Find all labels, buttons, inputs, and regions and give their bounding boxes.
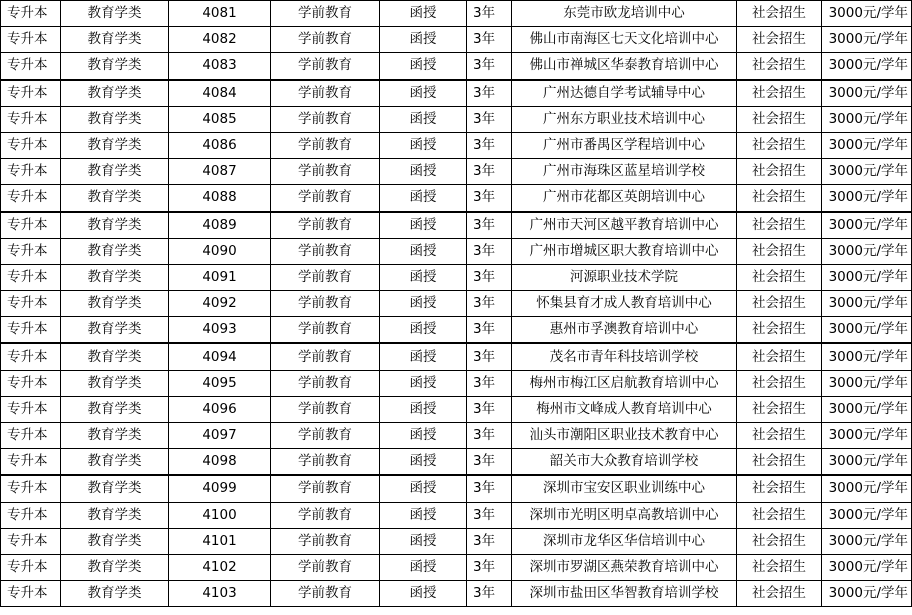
years-cell: 3年 — [467, 554, 512, 580]
site-cell: 佛山市南海区七天文化培训中心 — [512, 27, 737, 53]
site-cell: 深圳市罗湖区燕荣教育培训中心 — [512, 554, 737, 580]
level-cell: 专升本 — [1, 396, 61, 422]
years-cell: 3年 — [467, 581, 512, 607]
fee-cell: 3000元/学年 — [822, 106, 912, 132]
site-cell: 汕头市潮阳区职业技术教育中心 — [512, 423, 737, 449]
enroll-cell: 社会招生 — [737, 343, 822, 370]
level-cell: 专升本 — [1, 1, 61, 27]
years-cell: 3年 — [467, 80, 512, 107]
category-cell: 教育学类 — [61, 528, 169, 554]
code-cell: 4102 — [169, 554, 271, 580]
mode-cell: 函授 — [380, 423, 467, 449]
level-cell: 专升本 — [1, 264, 61, 290]
table-row — [1, 475, 912, 502]
major-cell: 学前教育 — [271, 291, 380, 317]
code-cell: 4087 — [169, 159, 271, 185]
table-row — [1, 264, 912, 290]
years-cell: 3年 — [467, 185, 512, 212]
category-cell: 教育学类 — [61, 185, 169, 212]
years-cell: 3年 — [467, 27, 512, 53]
major-cell: 学前教育 — [271, 396, 380, 422]
mode-cell: 函授 — [380, 502, 467, 528]
fee-cell: 3000元/学年 — [822, 159, 912, 185]
fee-cell: 3000元/学年 — [822, 80, 912, 107]
enroll-cell: 社会招生 — [737, 212, 822, 239]
mode-cell: 函授 — [380, 554, 467, 580]
table-row — [1, 53, 912, 80]
code-cell: 4093 — [169, 317, 271, 344]
major-cell: 学前教育 — [271, 423, 380, 449]
level-cell: 专升本 — [1, 212, 61, 239]
code-cell: 4088 — [169, 185, 271, 212]
table-row — [1, 554, 912, 580]
fee-cell: 3000元/学年 — [822, 132, 912, 158]
level-cell: 专升本 — [1, 106, 61, 132]
enroll-cell: 社会招生 — [737, 502, 822, 528]
code-cell: 4083 — [169, 53, 271, 80]
mode-cell: 函授 — [380, 238, 467, 264]
category-cell: 教育学类 — [61, 264, 169, 290]
enroll-cell: 社会招生 — [737, 396, 822, 422]
mode-cell: 函授 — [380, 27, 467, 53]
mode-cell: 函授 — [380, 106, 467, 132]
mode-cell: 函授 — [380, 185, 467, 212]
table-row — [1, 212, 912, 239]
mode-cell: 函授 — [380, 132, 467, 158]
enroll-cell: 社会招生 — [737, 1, 822, 27]
table-row — [1, 317, 912, 344]
enroll-cell: 社会招生 — [737, 106, 822, 132]
fee-cell: 3000元/学年 — [822, 423, 912, 449]
table-row — [1, 502, 912, 528]
code-cell: 4097 — [169, 423, 271, 449]
table-row — [1, 238, 912, 264]
fee-cell: 3000元/学年 — [822, 53, 912, 80]
major-cell: 学前教育 — [271, 185, 380, 212]
enroll-cell: 社会招生 — [737, 317, 822, 344]
major-cell: 学前教育 — [271, 264, 380, 290]
years-cell: 3年 — [467, 423, 512, 449]
code-cell: 4094 — [169, 343, 271, 370]
table-row — [1, 449, 912, 476]
fee-cell: 3000元/学年 — [822, 317, 912, 344]
table-row — [1, 106, 912, 132]
table-row — [1, 1, 912, 27]
fee-cell: 3000元/学年 — [822, 502, 912, 528]
level-cell: 专升本 — [1, 554, 61, 580]
major-cell: 学前教育 — [271, 159, 380, 185]
mode-cell: 函授 — [380, 396, 467, 422]
table-row — [1, 581, 912, 607]
fee-cell: 3000元/学年 — [822, 238, 912, 264]
table-row — [1, 80, 912, 107]
category-cell: 教育学类 — [61, 27, 169, 53]
mode-cell: 函授 — [380, 264, 467, 290]
code-cell: 4085 — [169, 106, 271, 132]
code-cell: 4092 — [169, 291, 271, 317]
code-cell: 4103 — [169, 581, 271, 607]
table-row — [1, 370, 912, 396]
category-cell: 教育学类 — [61, 370, 169, 396]
category-cell: 教育学类 — [61, 1, 169, 27]
site-cell: 广州市增城区职大教育培训中心 — [512, 238, 737, 264]
enroll-cell: 社会招生 — [737, 238, 822, 264]
table-row — [1, 528, 912, 554]
site-cell: 广州市番禺区学程培训中心 — [512, 132, 737, 158]
level-cell: 专升本 — [1, 370, 61, 396]
major-cell: 学前教育 — [271, 132, 380, 158]
level-cell: 专升本 — [1, 27, 61, 53]
years-cell: 3年 — [467, 53, 512, 80]
fee-cell: 3000元/学年 — [822, 212, 912, 239]
years-cell: 3年 — [467, 370, 512, 396]
mode-cell: 函授 — [380, 317, 467, 344]
site-cell: 深圳市龙华区华信培训中心 — [512, 528, 737, 554]
code-cell: 4100 — [169, 502, 271, 528]
code-cell: 4091 — [169, 264, 271, 290]
major-cell: 学前教育 — [271, 370, 380, 396]
table-row — [1, 132, 912, 158]
level-cell: 专升本 — [1, 581, 61, 607]
years-cell: 3年 — [467, 291, 512, 317]
major-cell: 学前教育 — [271, 502, 380, 528]
fee-cell: 3000元/学年 — [822, 291, 912, 317]
mode-cell: 函授 — [380, 212, 467, 239]
years-cell: 3年 — [467, 1, 512, 27]
years-cell: 3年 — [467, 238, 512, 264]
code-cell: 4096 — [169, 396, 271, 422]
fee-cell: 3000元/学年 — [822, 185, 912, 212]
major-cell: 学前教育 — [271, 53, 380, 80]
enroll-cell: 社会招生 — [737, 528, 822, 554]
mode-cell: 函授 — [380, 475, 467, 502]
site-cell: 深圳市盐田区华智教育培训学校 — [512, 581, 737, 607]
major-cell: 学前教育 — [271, 238, 380, 264]
enroll-cell: 社会招生 — [737, 185, 822, 212]
enroll-cell: 社会招生 — [737, 132, 822, 158]
code-cell: 4101 — [169, 528, 271, 554]
category-cell: 教育学类 — [61, 475, 169, 502]
major-cell: 学前教育 — [271, 1, 380, 27]
table-body — [1, 1, 912, 607]
mode-cell: 函授 — [380, 159, 467, 185]
mode-cell: 函授 — [380, 343, 467, 370]
enroll-cell: 社会招生 — [737, 27, 822, 53]
years-cell: 3年 — [467, 396, 512, 422]
years-cell: 3年 — [467, 132, 512, 158]
fee-cell: 3000元/学年 — [822, 1, 912, 27]
level-cell: 专升本 — [1, 53, 61, 80]
level-cell: 专升本 — [1, 343, 61, 370]
level-cell: 专升本 — [1, 291, 61, 317]
site-cell: 梅州市文峰成人教育培训中心 — [512, 396, 737, 422]
category-cell: 教育学类 — [61, 554, 169, 580]
fee-cell: 3000元/学年 — [822, 264, 912, 290]
years-cell: 3年 — [467, 212, 512, 239]
major-cell: 学前教育 — [271, 106, 380, 132]
category-cell: 教育学类 — [61, 423, 169, 449]
table-row — [1, 343, 912, 370]
site-cell: 茂名市青年科技培训学校 — [512, 343, 737, 370]
level-cell: 专升本 — [1, 238, 61, 264]
level-cell: 专升本 — [1, 423, 61, 449]
fee-cell: 3000元/学年 — [822, 396, 912, 422]
category-cell: 教育学类 — [61, 343, 169, 370]
site-cell: 广州东方职业技术培训中心 — [512, 106, 737, 132]
enroll-cell: 社会招生 — [737, 291, 822, 317]
years-cell: 3年 — [467, 449, 512, 476]
site-cell: 广州市花都区英朗培训中心 — [512, 185, 737, 212]
code-cell: 4082 — [169, 27, 271, 53]
site-cell: 河源职业技术学院 — [512, 264, 737, 290]
years-cell: 3年 — [467, 475, 512, 502]
mode-cell: 函授 — [380, 80, 467, 107]
level-cell: 专升本 — [1, 80, 61, 107]
site-cell: 广州达德自学考试辅导中心 — [512, 80, 737, 107]
level-cell: 专升本 — [1, 502, 61, 528]
site-cell: 深圳市宝安区职业训练中心 — [512, 475, 737, 502]
years-cell: 3年 — [467, 317, 512, 344]
site-cell: 惠州市孚澳教育培训中心 — [512, 317, 737, 344]
category-cell: 教育学类 — [61, 106, 169, 132]
fee-cell: 3000元/学年 — [822, 528, 912, 554]
major-cell: 学前教育 — [271, 528, 380, 554]
major-cell: 学前教育 — [271, 27, 380, 53]
site-cell: 韶关市大众教育培训学校 — [512, 449, 737, 476]
site-cell: 怀集县育才成人教育培训中心 — [512, 291, 737, 317]
fee-cell: 3000元/学年 — [822, 343, 912, 370]
level-cell: 专升本 — [1, 185, 61, 212]
level-cell: 专升本 — [1, 317, 61, 344]
site-cell: 东莞市欧龙培训中心 — [512, 1, 737, 27]
years-cell: 3年 — [467, 528, 512, 554]
enroll-cell: 社会招生 — [737, 80, 822, 107]
category-cell: 教育学类 — [61, 212, 169, 239]
mode-cell: 函授 — [380, 581, 467, 607]
level-cell: 专升本 — [1, 475, 61, 502]
code-cell: 4084 — [169, 80, 271, 107]
table-row — [1, 27, 912, 53]
code-cell: 4081 — [169, 1, 271, 27]
category-cell: 教育学类 — [61, 159, 169, 185]
enroll-cell: 社会招生 — [737, 423, 822, 449]
level-cell: 专升本 — [1, 528, 61, 554]
site-cell: 广州市海珠区蓝星培训学校 — [512, 159, 737, 185]
major-cell: 学前教育 — [271, 212, 380, 239]
years-cell: 3年 — [467, 264, 512, 290]
enroll-cell: 社会招生 — [737, 554, 822, 580]
table-row — [1, 159, 912, 185]
table-row — [1, 423, 912, 449]
category-cell: 教育学类 — [61, 502, 169, 528]
major-cell: 学前教育 — [271, 80, 380, 107]
major-cell: 学前教育 — [271, 581, 380, 607]
category-cell: 教育学类 — [61, 53, 169, 80]
enroll-cell: 社会招生 — [737, 159, 822, 185]
major-cell: 学前教育 — [271, 554, 380, 580]
mode-cell: 函授 — [380, 291, 467, 317]
mode-cell: 函授 — [380, 528, 467, 554]
years-cell: 3年 — [467, 343, 512, 370]
category-cell: 教育学类 — [61, 291, 169, 317]
category-cell: 教育学类 — [61, 449, 169, 476]
mode-cell: 函授 — [380, 1, 467, 27]
category-cell: 教育学类 — [61, 132, 169, 158]
level-cell: 专升本 — [1, 132, 61, 158]
years-cell: 3年 — [467, 106, 512, 132]
code-cell: 4090 — [169, 238, 271, 264]
code-cell: 4086 — [169, 132, 271, 158]
site-cell: 广州市天河区越平教育培训中心 — [512, 212, 737, 239]
category-cell: 教育学类 — [61, 581, 169, 607]
fee-cell: 3000元/学年 — [822, 581, 912, 607]
category-cell: 教育学类 — [61, 80, 169, 107]
site-cell: 梅州市梅江区启航教育培训中心 — [512, 370, 737, 396]
major-cell: 学前教育 — [271, 449, 380, 476]
fee-cell: 3000元/学年 — [822, 449, 912, 476]
level-cell: 专升本 — [1, 159, 61, 185]
code-cell: 4095 — [169, 370, 271, 396]
table-row — [1, 396, 912, 422]
enroll-cell: 社会招生 — [737, 475, 822, 502]
category-cell: 教育学类 — [61, 396, 169, 422]
years-cell: 3年 — [467, 159, 512, 185]
code-cell: 4098 — [169, 449, 271, 476]
fee-cell: 3000元/学年 — [822, 475, 912, 502]
table-row — [1, 185, 912, 212]
enroll-cell: 社会招生 — [737, 581, 822, 607]
mode-cell: 函授 — [380, 53, 467, 80]
enroll-cell: 社会招生 — [737, 370, 822, 396]
mode-cell: 函授 — [380, 370, 467, 396]
major-cell: 学前教育 — [271, 475, 380, 502]
enroll-cell: 社会招生 — [737, 53, 822, 80]
category-cell: 教育学类 — [61, 317, 169, 344]
years-cell: 3年 — [467, 502, 512, 528]
fee-cell: 3000元/学年 — [822, 370, 912, 396]
category-cell: 教育学类 — [61, 238, 169, 264]
code-cell: 4099 — [169, 475, 271, 502]
mode-cell: 函授 — [380, 449, 467, 476]
major-cell: 学前教育 — [271, 317, 380, 344]
fee-cell: 3000元/学年 — [822, 27, 912, 53]
site-cell: 深圳市光明区明卓高教培训中心 — [512, 502, 737, 528]
site-cell: 佛山市禅城区华泰教育培训中心 — [512, 53, 737, 80]
fee-cell: 3000元/学年 — [822, 554, 912, 580]
major-cell: 学前教育 — [271, 343, 380, 370]
level-cell: 专升本 — [1, 449, 61, 476]
enroll-cell: 社会招生 — [737, 264, 822, 290]
code-cell: 4089 — [169, 212, 271, 239]
enroll-cell: 社会招生 — [737, 449, 822, 476]
table-row — [1, 291, 912, 317]
